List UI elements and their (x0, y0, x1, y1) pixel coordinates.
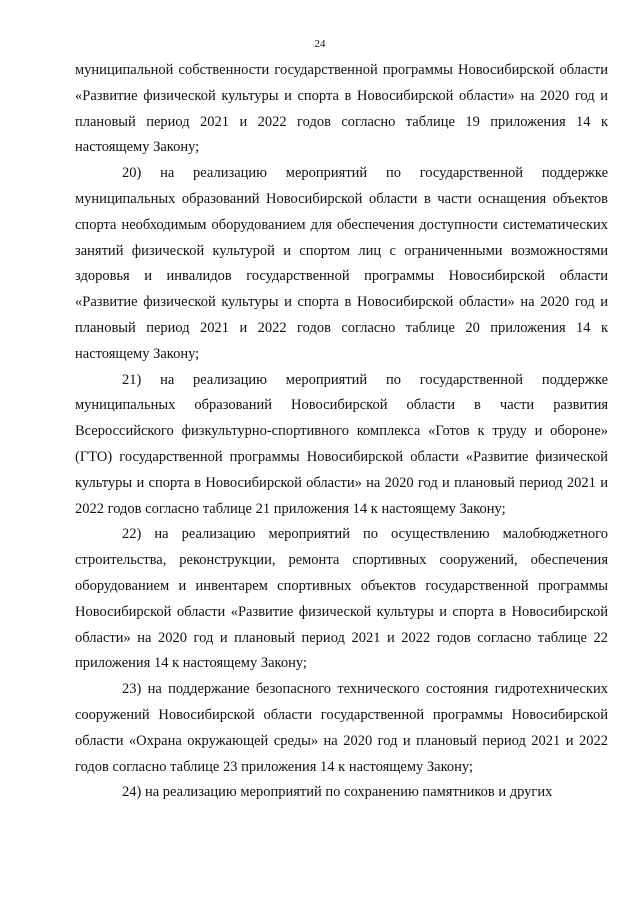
paragraph-item-20: 20) на реализацию мероприятий по государственной поддержке муниципальных образований Новосибирской области в части оснащения объектов спорта необходимым оборудованием для обеспечения доступности систематических занятий физической культурой и спортом лиц с ограниченными возможностями здоровья и инвалидов государственной программы Новосибирской области «Развитие физической культуры и спорта в Новосибирской области» на 2020 год и плановый период 2021 и 2022 годов согласно таблице 20 приложения 14 к настоящему Закону; (75, 165, 608, 362)
paragraph-item-23: 23) на поддержание безопасного технического состояния гидротехнических сооружений Новосибирской области государственной программы Новосибирской области «Охрана окружающей среды» на 2020 год и плановый период 2021 и 2022 годов согласно таблице 23 приложения 14 к настоящему Закону; (75, 681, 608, 775)
page-number: 24 (314, 38, 326, 50)
paragraph-item-22: 22) на реализацию мероприятий по осуществлению малобюджетного строительства, реконструкции, ремонта спортивных сооружений, обеспечения оборудованием и инвентарем спортивных объектов государственной программы Новосибирской области «Развитие физической культуры и спорта в Новосибирской области» на 2020 год и плановый период 2021 и 2022 годов согласно таблице 22 приложения 14 к настоящему Закону; (75, 526, 608, 672)
paragraph-item-21: 21) на реализацию мероприятий по государственной поддержке муниципальных образований Новосибирской области в части развития Всероссийского физкультурно-спортивного комплекса «Готов к труду и обороне» (ГТО) государственной программы Новосибирской области «Развитие физической культуры и спорта в Новосибирской области» на 2020 год и плановый период 2021 и 2022 годов согласно таблице 21 приложения 14 к настоящему Закону; (75, 371, 608, 517)
paragraph-item-24: 24) на реализацию мероприятий по сохранению памятников и других (122, 784, 553, 801)
paragraph-continuation: муниципальной собственности государственной программы Новосибирской области «Развитие физической культуры и спорта в Новосибирской области» на 2020 год и плановый период 2021 и 2022 годов согласно таблице 19 приложения 14 к настоящему Закону; (75, 62, 608, 156)
document-body (75, 58, 608, 806)
